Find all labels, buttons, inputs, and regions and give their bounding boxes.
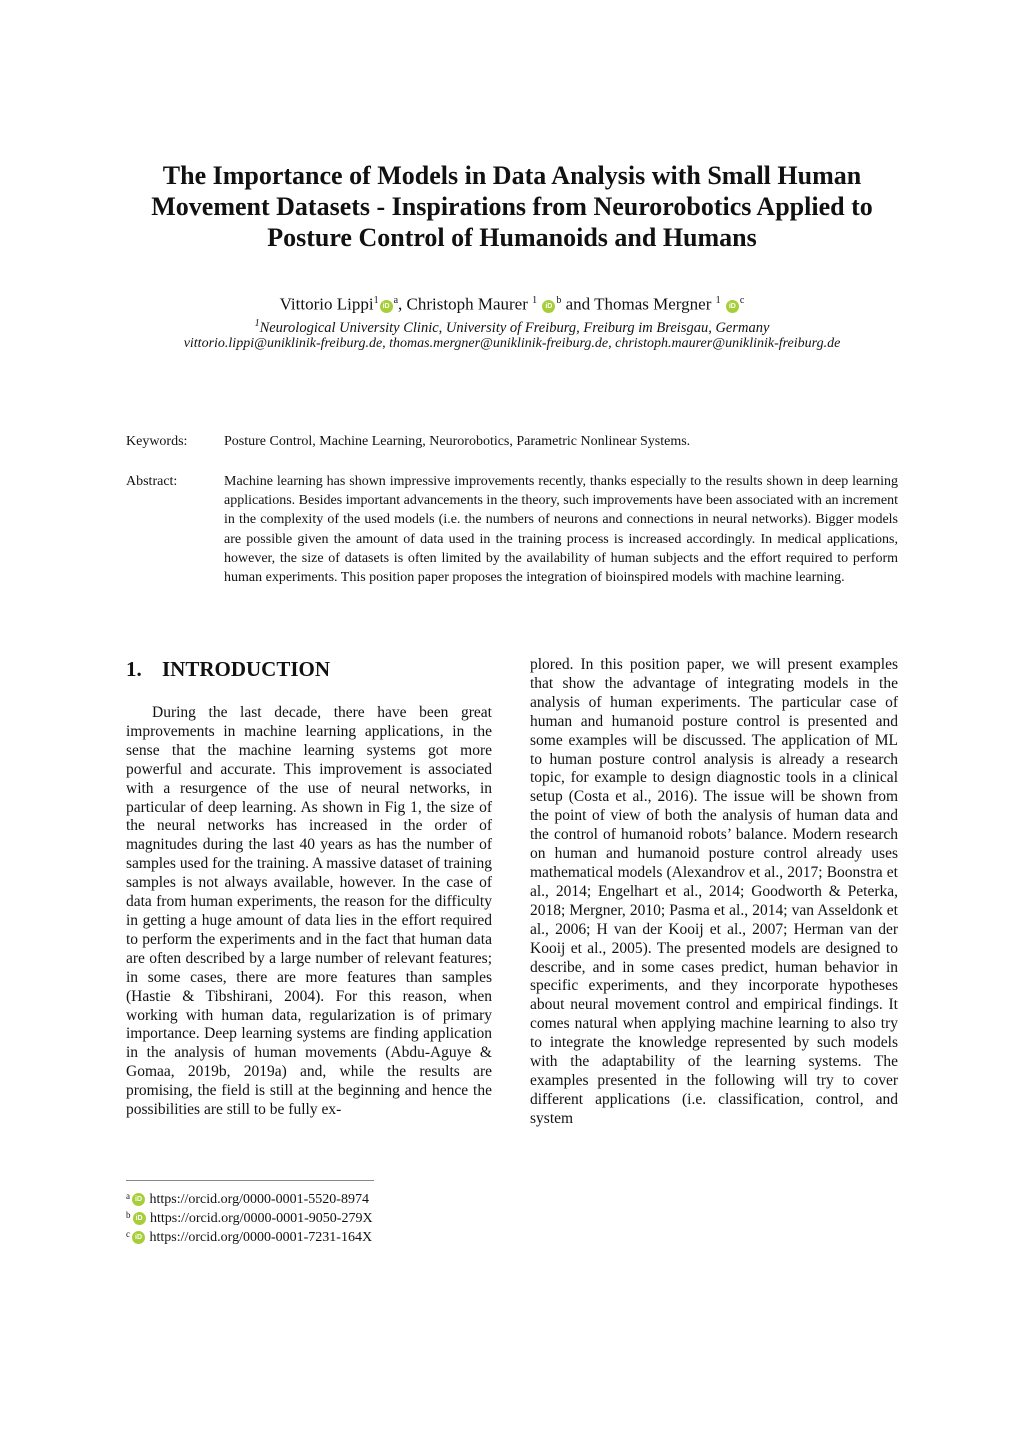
orcid-icon: iD	[132, 1231, 145, 1244]
orcid-mark: a	[393, 295, 399, 306]
orcid-icon[interactable]: iD	[380, 300, 393, 313]
affiliation-number: 1	[254, 318, 260, 329]
orcid-icon[interactable]: iD	[542, 300, 555, 313]
author-name: Thomas Mergner	[594, 294, 716, 314]
affil-mark: 1	[532, 295, 538, 306]
author-emails: vittorio.lippi@uniklinik-freiburg.de, thomas.mergner@uniklinik-freiburg.de, christoph.maurer@uniklinik-freiburg.de	[183, 336, 841, 351]
footnote-mark: a	[126, 1191, 130, 1201]
title-line-2: Movement Datasets - Inspirations from Neurorobotics Applied to	[151, 192, 873, 221]
section-title: INTRODUCTION	[162, 657, 331, 681]
affil-mark: 1	[715, 295, 721, 306]
orcid-icon: iD	[132, 1193, 145, 1206]
section-number: 1.	[126, 657, 142, 681]
footnote-mark: c	[126, 1229, 130, 1239]
affiliation-text: Neurological University Clinic, University of Freiburg, Freiburg im Breisgau, Germany	[259, 319, 770, 336]
paper-title	[120, 160, 904, 253]
author-separator: and	[561, 294, 595, 314]
intro-paragraph-right: plored. In this position paper, we will present examples that show the advantage of integrating models in the analysis of human experiments. The particular case of human and humanoid posture control is presented and some examples will be discussed. The application of ML to human posture control analysis is already a research topic, for example to design diagnostic tools in a clinical setup (Costa et al., 2016). The issue will be shown from the point of view of both the analysis of human data and the control of humanoid robots’ balance. Modern research on human and humanoid posture control already uses mathematical models (Alexandrov et al., 2017; Boonstra et al., 2014; Engelhart et al., 2014; Goodworth & Peterka, 2018; Mergner, 2010; Pasma et al., 2014; van Asseldonk et al., 2006; H van der Kooij et al., 2007; Herman van der Kooij et al., 2005). The presented models are designed to describe, and in some cases predict, human behavior in specific experiments, and they incorporate hypotheses about neural movement control and empirical findings. It comes natural when applying machine learning to also try to integrate the knowledge represented by such models with the adaptability of the learning systems. The examples presented in the following will try to cover different applications (i.e. classification, control, and system	[530, 656, 898, 1127]
abstract-text: Machine learning has shown impressive improvements recently, thanks especially to the results shown in deep learning applications. Besides important advancements in the theory, such improvements have been associated with an increment in the complexity of the used models (i.e. the numbers of neurons and connections in neural networks). Bigger models are possible given the amount of data used in the training process is increased accordingly. In medical applications, however, the size of datasets is often limited by the availability of human subjects and the effort required to perform human experiments. This position paper proposes the integration of bioinspired models with machine learning.	[224, 474, 899, 586]
author-name: Christoph Maurer	[406, 294, 533, 314]
footnote-mark: b	[126, 1210, 131, 1220]
affil-mark: 1	[373, 295, 379, 306]
author-name: Vittorio Lippi	[279, 294, 374, 314]
footnote-orcid-link[interactable]: https://orcid.org/0000-0001-7231-164X	[149, 1230, 373, 1245]
footnote	[126, 1225, 372, 1247]
orcid-icon[interactable]: iD	[726, 300, 739, 313]
footnote-divider	[126, 1180, 374, 1181]
section-heading	[126, 657, 330, 682]
intro-paragraph-left: During the last decade, there have been great improvements in machine learning applications, in the sense that the machine learning systems got more powerful and accurate. This improvement is associated with a resurgence of the use of neural networks, in particular of deep learning. As shown in Fig 1, the size of the neural networks has increased in the order of magnitudes during the last 40 years as has the number of samples used for the training. A massive dataset of training samples is not always available, however. In the case of data from human experiments, the reason for the difficulty in getting a huge amount of data lies in the effort required to perform the experiments and in the fact that human data are often described by a large number of relevant features; in some cases, there are more features than samples (Hastie & Tibshirani, 2004). For this reason, when working with human data, regularization is of primary importance. Deep learning systems are finding application in the analysis of human movements (Abdu-Aguye & Gomaa, 2019b, 2019a) and, while the results are promising, the field is still at the beginning and hence the possibilities are still to be fully ex-	[126, 704, 492, 1119]
orcid-mark: b	[556, 295, 562, 306]
orcid-mark: c	[739, 295, 745, 306]
keywords-text: Posture Control, Machine Learning, Neurorobotics, Parametric Nonlinear Systems.	[224, 434, 691, 449]
author-separator: ,	[398, 294, 407, 314]
footnote-orcid-link[interactable]: https://orcid.org/0000-0001-9050-279X	[150, 1211, 373, 1226]
orcid-icon: iD	[133, 1212, 146, 1225]
author-list	[60, 290, 964, 316]
keywords-label: Keywords:	[126, 434, 188, 449]
title-line-3: Posture Control of Humanoids and Humans	[267, 223, 757, 252]
title-line-1: The Importance of Models in Data Analysis with Small Human	[162, 161, 862, 190]
footnote-orcid-link[interactable]: https://orcid.org/0000-0001-5520-8974	[149, 1192, 369, 1207]
abstract-label: Abstract:	[126, 474, 178, 489]
